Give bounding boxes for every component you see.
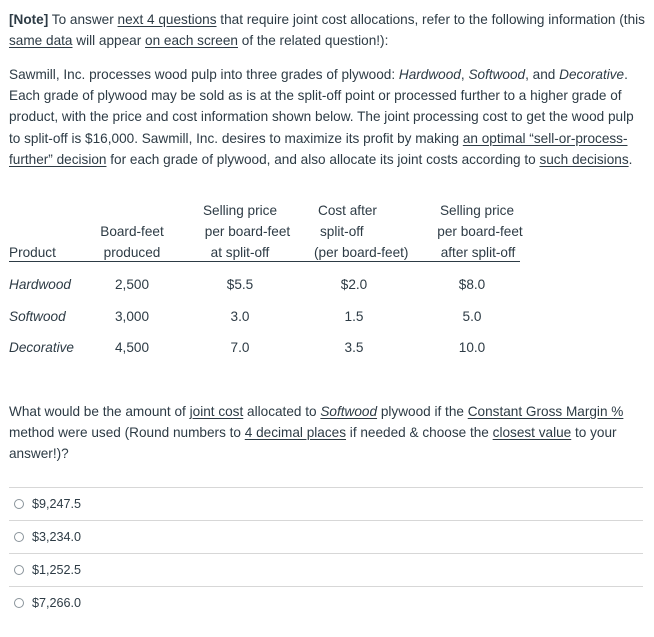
answer-option-label: $1,252.5	[32, 563, 82, 577]
note-text: of the related question!):	[237, 33, 389, 49]
header-cost-after-line1: Cost after	[318, 203, 377, 218]
header-selling-after-line3: after split-off	[440, 245, 516, 260]
question-emphasis: joint cost	[189, 404, 244, 419]
header-selling-price-line1: Selling price	[202, 203, 278, 218]
intro-product: Softwood	[468, 67, 526, 82]
note-text: that require joint cost allocations, refer to the following information (this	[216, 12, 645, 27]
product-data-table	[0, 199, 654, 369]
note-text: will appear	[72, 33, 146, 49]
header-cost-after-line2: split-off	[320, 224, 364, 239]
row-price-after: 10.0	[458, 340, 486, 355]
header-product: Product	[9, 245, 56, 260]
header-selling-price-line3: at split-off	[210, 245, 270, 260]
answer-option[interactable]	[9, 520, 643, 553]
intro-product: Decorative	[559, 67, 625, 82]
question-part: allocated to	[243, 404, 321, 419]
row-price-split: 7.0	[230, 340, 250, 355]
note-emphasis: on each screen	[145, 33, 238, 49]
answer-option-label: $7,266.0	[32, 596, 82, 610]
question-part: if needed & choose the	[346, 425, 493, 441]
answer-option[interactable]	[9, 487, 643, 520]
radio-button[interactable]	[14, 532, 24, 542]
intro-text: for each grade of plywood, and also allocate its joint costs according to	[106, 151, 540, 167]
question-part: What would be the amount of	[9, 404, 190, 419]
question-text	[9, 401, 645, 465]
row-price-split: 3.0	[230, 309, 250, 324]
intro-product: Hardwood	[398, 67, 461, 82]
question-emphasis: closest value	[492, 425, 572, 441]
row-board-feet: 4,500	[114, 340, 150, 355]
row-cost-after: 1.5	[344, 309, 364, 324]
header-selling-price-line2: per board-feet	[204, 224, 291, 239]
answer-option-label: $3,234.0	[32, 530, 82, 544]
radio-button[interactable]	[14, 499, 24, 509]
row-product-decorative: Decorative	[9, 340, 74, 355]
intro-text: .	[628, 151, 633, 167]
row-board-feet: 2,500	[114, 277, 150, 292]
question-emphasis: Softwood	[320, 404, 378, 419]
question-emphasis: 4 decimal places	[244, 425, 347, 441]
row-price-after: 5.0	[462, 309, 482, 324]
header-underline	[9, 261, 520, 262]
question-part: method were used (Round numbers to	[9, 425, 245, 441]
answer-option[interactable]	[9, 586, 643, 619]
row-product-hardwood: Hardwood	[9, 277, 71, 292]
row-price-split: $5.5	[226, 277, 254, 292]
row-product-softwood: Softwood	[9, 309, 66, 324]
header-cost-after-line3: (per board-feet)	[314, 245, 409, 260]
header-board-feet-line1: Board-feet	[100, 224, 164, 239]
note-emphasis: next 4 questions	[117, 12, 217, 27]
intro-text: ,	[460, 67, 469, 82]
note-label: [Note]	[9, 12, 49, 27]
question-emphasis: Constant Gross Margin %	[467, 404, 624, 419]
problem-description	[9, 64, 645, 170]
radio-button[interactable]	[14, 598, 24, 608]
instruction-note	[9, 9, 645, 51]
row-cost-after: 3.5	[344, 340, 364, 355]
row-price-after: $8.0	[458, 277, 486, 292]
intro-text: , and	[525, 67, 560, 82]
intro-text: Sawmill, Inc. processes wood pulp into three grades of plywood:	[9, 67, 399, 82]
radio-button[interactable]	[14, 565, 24, 575]
intro-emphasis: an optimal “sell-or-process-further” decision	[9, 130, 628, 167]
intro-text: . Each grade of plywood may be sold as is at the split-off point or processed further to a higher grade of product, with the price and cost information shown below. The joint processing cost to get the wood pulp to split-off is $16,000. Sawmill, Inc. desires to maximize its profit by making	[9, 67, 634, 146]
row-cost-after: $2.0	[340, 277, 368, 292]
answer-option[interactable]	[9, 553, 643, 586]
answer-option-label: $9,247.5	[32, 497, 82, 511]
intro-emphasis: such decisions	[539, 151, 629, 167]
row-board-feet: 3,000	[114, 309, 150, 324]
answer-options	[9, 487, 643, 619]
note-text: To answer	[48, 12, 118, 27]
question-part: plywood if the	[377, 404, 468, 419]
header-selling-after-line2: per board-feet	[437, 224, 523, 239]
question-part: to your answer!)?	[9, 425, 617, 462]
header-selling-after-line1: Selling price	[439, 203, 515, 218]
header-board-feet-line2: produced	[103, 245, 161, 260]
note-emphasis: same data	[9, 33, 73, 49]
